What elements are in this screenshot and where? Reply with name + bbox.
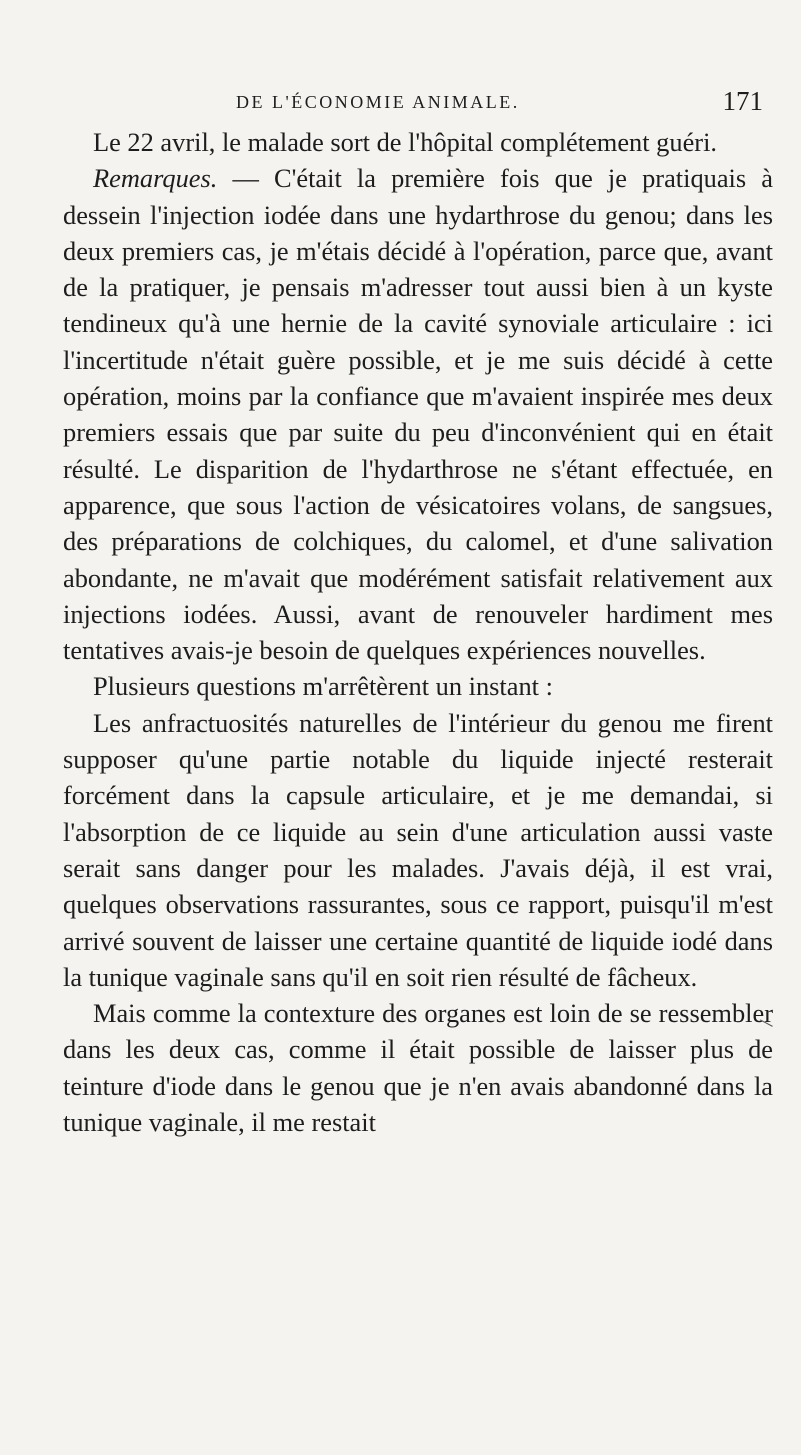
body-text bbox=[63, 124, 773, 1140]
paragraph-remarques bbox=[63, 160, 773, 668]
paragraph-text: Les anfractuosités naturelles de l'intérieur du genou me firent supposer qu'une partie notable du liquide injecté resterait forcément dans la capsule articulaire, et je me demandai, si l'absorption de ce liquide au sein d'une articulation aussi vaste serait sans danger pour les malades. J'avais déjà, il est vrai, quelques observations rassurantes, sous ce rapport, puisqu'il m'est arrivé souvent de laisser une certaine quantité de liquide iodé dans la tunique vaginale sans qu'il en soit rien résulté de fâcheux. bbox=[63, 707, 773, 992]
paragraph bbox=[63, 124, 773, 160]
remarques-label: Remarques. bbox=[93, 163, 218, 194]
paragraph bbox=[63, 995, 773, 1140]
paragraph bbox=[63, 705, 773, 995]
running-head-title: DE L'ÉCONOMIE ANIMALE. bbox=[236, 92, 520, 112]
paragraph-text: Plusieurs questions m'arrêtèrent un instant : bbox=[93, 671, 553, 702]
paragraph bbox=[63, 668, 773, 704]
running-head bbox=[63, 82, 773, 122]
paragraph-text: Mais comme la contexture des organes est loin de se ressembler dans les deux cas, comme il était possible de laisser plus de teinture d'iode dans le genou que je n'en avais abandonné dans la tunique vaginale, il me restait bbox=[63, 998, 773, 1138]
paragraph-text: — C'était la première fois que je pratiquais à dessein l'injection iodée dans une hydarthrose du genou; dans les deux premiers cas, je m'étais décidé à l'opération, parce que, avant de la pratiquer, je pensais m'adresser tout aussi bien à un kyste tendineux qu'à une hernie de la cavité synoviale articulaire : ici l'incertitude n'était guère possible, et je me suis décidé à cette opération, moins par la confiance que m'avaient inspirée mes deux premiers essais que par suite du peu d'inconvénient qui en était résulté. Le disparition de l'hydarthrose ne s'étant effectuée, en apparence, que sous l'action de vésicatoires volans, de sangsues, des préparations de colchiques, du calomel, et d'une salivation abondante, ne m'avait que modérément satisfait relativement aux injections iodées. Aussi, avant de renouveler hardiment mes tentatives avais-je besoin de quelques expériences nouvelles. bbox=[63, 163, 773, 666]
page-number: 171 bbox=[722, 86, 763, 116]
paragraph-text: Le 22 avril, le malade sort de l'hôpital complétement guéri. bbox=[93, 127, 717, 157]
